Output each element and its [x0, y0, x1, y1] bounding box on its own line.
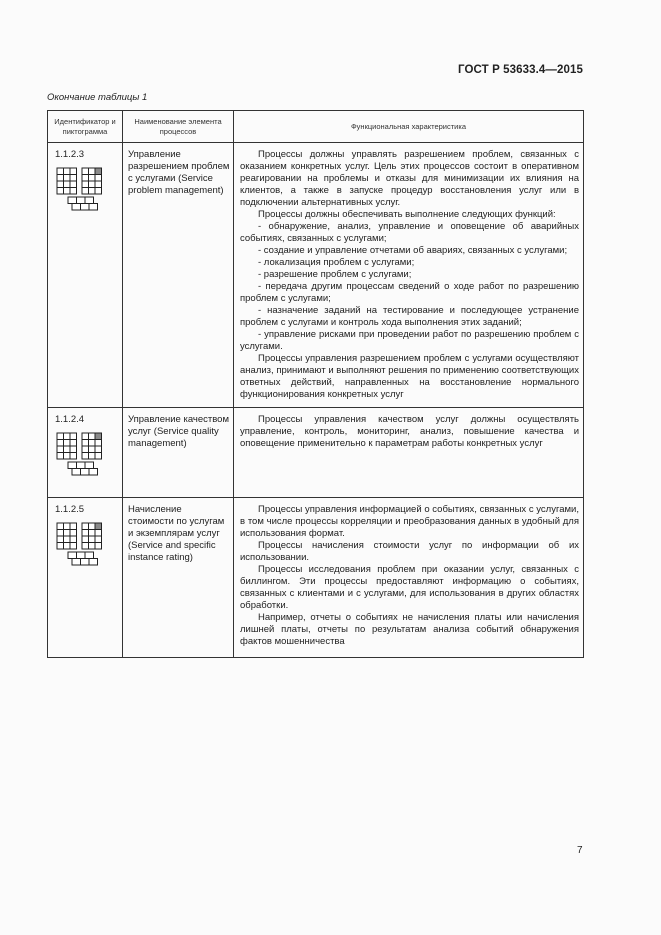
- table-caption: Окончание таблицы 1: [47, 92, 148, 103]
- table-row: [48, 498, 584, 658]
- name-cell: Начисление стоимости по услугам и экземплярам услуг (Service and specific instance rating): [123, 498, 234, 658]
- description-list-item: - управление рисками при проведении работ по разрешению проблем с услугами.: [240, 329, 579, 352]
- description-list-item: - обнаружение, анализ, управление и оповещение об аварийных событиях, связанных с услугами;: [240, 221, 579, 244]
- description-cell: [234, 408, 584, 498]
- description-paragraph: Процессы должны управлять разрешением проблем, связанных с оказанием конкретных услуг. Цель этих процессов состоит в оперативном реагировании на проблемы и отказы для минимизации их влияния на клиентов, а также в запуске процедур восстановления услуг или в подключении альтернативных услуг.: [240, 149, 579, 208]
- name-cell: Управление разрешением проблем с услугами (Service problem management): [123, 143, 234, 408]
- description-list-item: - назначение заданий на тестирование и последующее устранение проблем с услугами и контроль хода выполнения этих заданий;: [240, 305, 579, 328]
- description-paragraph: Процессы управления информацией о событиях, связанных с услугами, в том числе процессы корреляции и преобразования данных в удобный для использования формат.: [240, 504, 579, 539]
- id-cell: [48, 498, 123, 658]
- description-paragraph: Например, отчеты о событиях не начисления платы или начисления лишней платы, отчеты по результатам анализа событий обнаружения фактов мошенничества: [240, 612, 579, 647]
- standard-header: ГОСТ Р 53633.4—2015: [458, 64, 583, 76]
- id-cell: [48, 143, 123, 408]
- description-cell: [234, 143, 584, 408]
- description-list-item: - передача другим процессам сведений о ходе работ по разрешению проблем с услугами;: [240, 281, 579, 304]
- description-paragraph: Процессы исследования проблем при оказании услуг, связанных с биллингом. Эти процессы предоставляют информацию о событиях, связанных с клиентами и с услугами, для использования в других областях обработки.: [240, 564, 579, 611]
- process-pictogram-icon: [55, 166, 118, 222]
- page-number: 7: [577, 845, 583, 856]
- id-cell: [48, 408, 123, 498]
- header-name: Наименование элемента процессов: [123, 111, 234, 143]
- description-cell: [234, 498, 584, 658]
- name-cell: Управление качеством услуг (Service quality management): [123, 408, 234, 498]
- description-list-item: - разрешение проблем с услугами;: [258, 269, 412, 280]
- process-pictogram-icon: [55, 431, 118, 487]
- process-id: 1.1.2.3: [55, 149, 85, 160]
- table-row: [48, 408, 584, 498]
- header-id: Идентификатор и пиктограмма: [48, 111, 123, 143]
- header-description: Функциональная характеристика: [234, 111, 584, 143]
- process-table: [47, 110, 584, 658]
- description-list-item: - создание и управление отчетами об авариях, связанных с услугами;: [258, 245, 568, 256]
- description-paragraph: Процессы управления качеством услуг должны осуществлять управление, контроль, мониторинг, анализ, повышение качества и оповещение применительно к параметрам работы конкретных услуг: [240, 414, 579, 449]
- table-row: [48, 143, 584, 408]
- description-paragraph: Процессы должны обеспечивать выполнение следующих функций:: [258, 209, 556, 220]
- table-header-row: [48, 111, 584, 143]
- process-pictogram-icon: [55, 521, 118, 577]
- description-list-item: - локализация проблем с услугами;: [258, 257, 415, 268]
- description-paragraph: Процессы управления разрешением проблем с услугами осуществляют анализ, принимают и выполняют решения по применению соответствующих ответных действий, направленных на восстановление нормального функционирования конкретных услуг: [240, 353, 579, 400]
- description-paragraph: Процессы начисления стоимости услуг по информации об их использовании.: [240, 540, 579, 563]
- process-id: 1.1.2.5: [55, 504, 85, 515]
- process-id: 1.1.2.4: [55, 414, 85, 425]
